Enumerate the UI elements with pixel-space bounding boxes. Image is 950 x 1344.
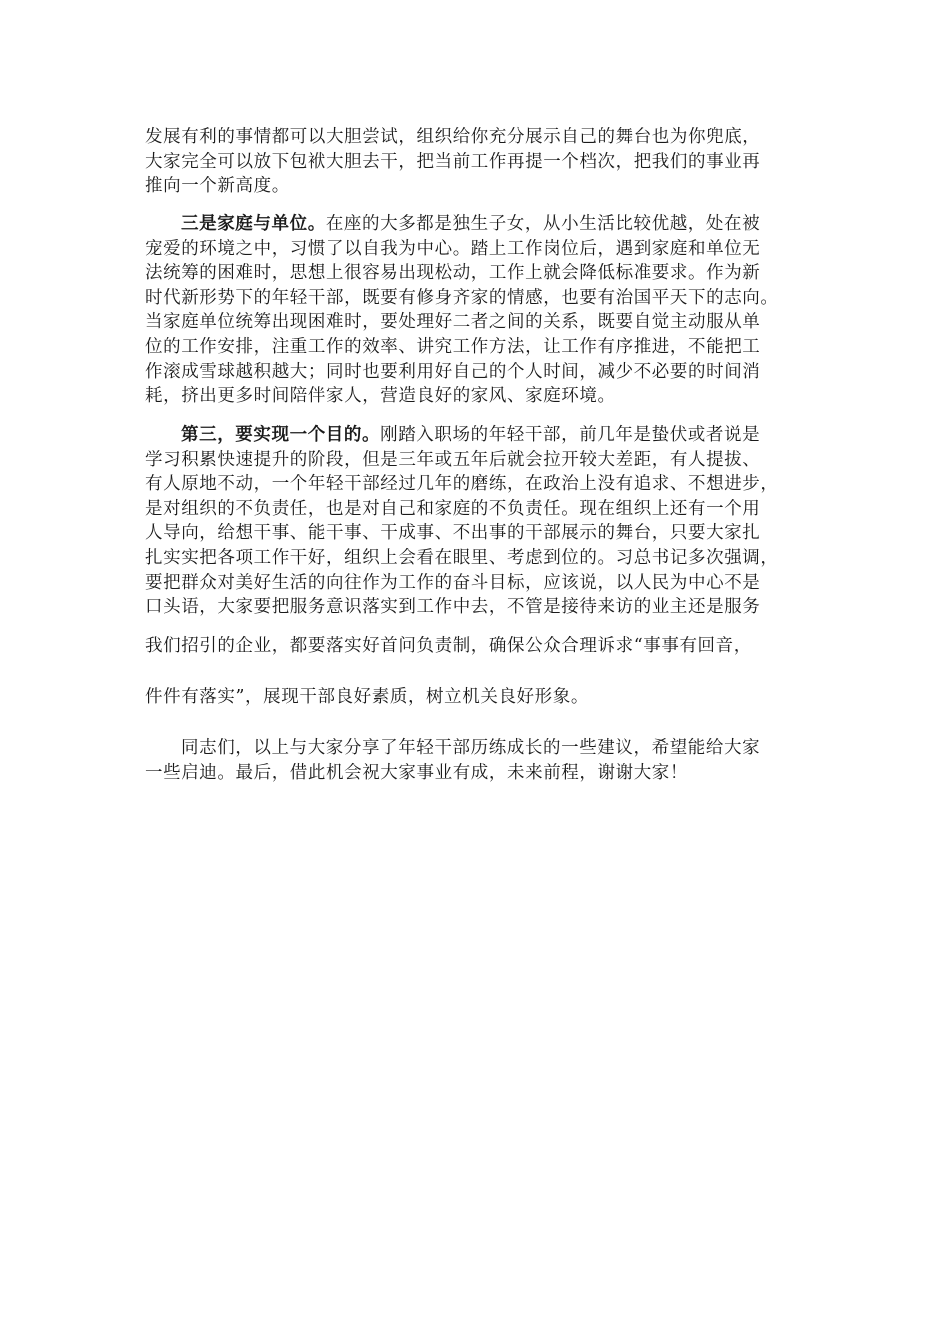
paragraph-heading: 三是家庭与单位。 — [181, 214, 326, 234]
paragraph-third-goal-continued — [145, 685, 589, 710]
text-line: 是对组织的不负责任，也是对自己和家庭的不负责任。现在组织上还有一个用 — [145, 498, 761, 519]
paragraph-third-goal — [145, 423, 779, 620]
text-line: 要把群众对美好生活的向往作为工作的奋斗目标，应该说，以人民为中心不是 — [145, 572, 761, 593]
text-line: 耗，挤出更多时间陪伴家人，营造良好的家风、家庭环境。 — [145, 386, 616, 407]
paragraph-continuation — [145, 125, 760, 199]
text-line — [145, 212, 779, 237]
text-fragment: 在座的大多都是独生子女，从小生活比较优越，处在被 — [325, 214, 761, 234]
text-line: 发展有利的事情都可以大胆尝试，组织给你充分展示自己的舞台也为你兜底， — [145, 127, 761, 147]
text-line: 同志们，以上与大家分享了年轻干部历练成长的一些建议，希望能给大家 — [181, 738, 761, 758]
text-line: 宠爱的环境之中，习惯了以自我为中心。踏上工作岗位后，遇到家庭和单位无 — [145, 238, 761, 259]
text-line: 一些启迪。最后，借此机会祝大家事业有成，未来前程，谢谢大家！ — [145, 762, 688, 783]
text-line: 作滚成雪球越积越大；同时也要利用好自己的个人时间，减少不必要的时间消 — [145, 361, 761, 382]
text-line: 口头语，大家要把服务意识落实到工作中去，不管是接待来访的业主还是服务 — [145, 597, 761, 618]
text-line: 位的工作安排，注重工作的效率、讲究工作方法，让工作有序推进，不能把工 — [145, 336, 761, 357]
text-line: 推向一个新高度。 — [145, 176, 290, 197]
text-line — [145, 423, 779, 448]
text-line: 法统筹的困难时，思想上很容易出现松动，工作上就会降低标准要求。作为新 — [145, 263, 761, 284]
text-line: 当家庭单位统筹出现困难时，要处理好二者之间的关系，既要自觉主动服从单 — [145, 312, 761, 333]
text-line: 学习积累快速提升的阶段，但是三年或五年后就会拉开较大差距，有人提拔、 — [145, 449, 761, 470]
paragraph-third-goal-continued — [145, 634, 752, 659]
paragraph-heading: 第三，要实现一个目的。 — [181, 425, 381, 445]
text-line: 人导向，给想干事、能干事、干成事、不出事的干部展示的舞台，只要大家扎 — [145, 523, 761, 544]
text-fragment: 刚踏入职场的年轻干部，前几年是蛰伏或者说是 — [380, 425, 761, 445]
paragraph-closing — [145, 736, 760, 785]
text-line: 大家完全可以放下包袱大胆去干，把当前工作再提一个档次，把我们的事业再 — [145, 151, 761, 172]
paragraph-family-and-work — [145, 212, 779, 409]
text-line: 我们招引的企业，都要落实好首问负责制，确保公众合理诉求“事事有回音， — [145, 636, 752, 656]
text-line: 扎实实把各项工作干好，组织上会看在眼里、考虑到位的。习总书记多次强调， — [145, 547, 779, 568]
text-line: 件件有落实”，展现干部良好素质，树立机关良好形象。 — [145, 687, 589, 707]
text-line: 有人原地不动，一个年轻干部经过几年的磨练，在政治上没有追求、不想进步， — [145, 474, 779, 495]
text-line: 时代新形势下的年轻干部，既要有修身齐家的情感，也要有治国平天下的志向。 — [145, 287, 779, 308]
